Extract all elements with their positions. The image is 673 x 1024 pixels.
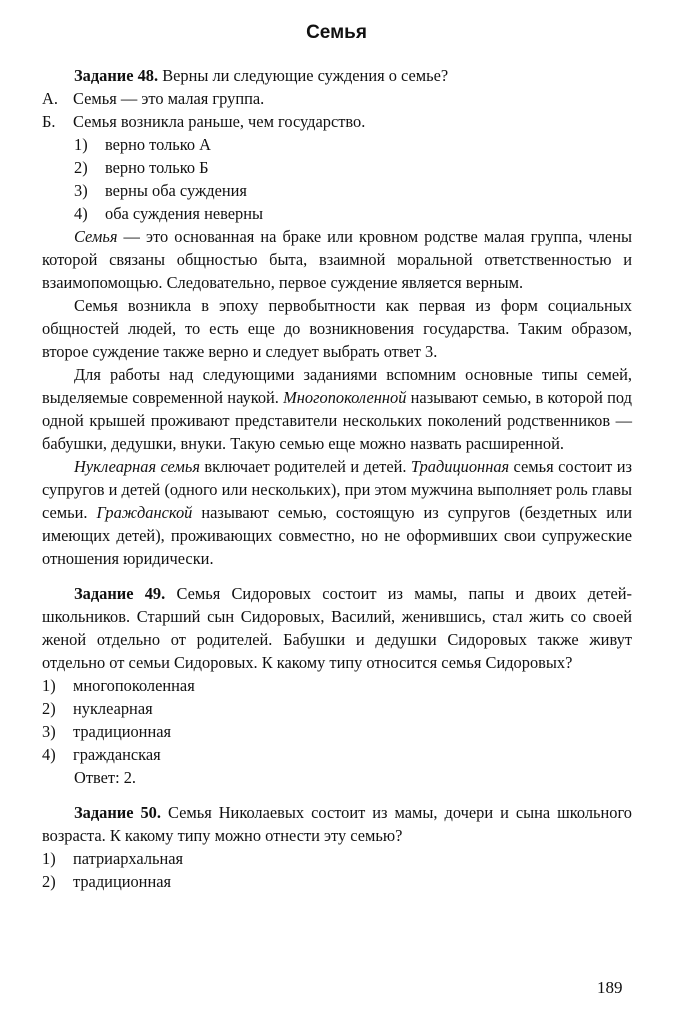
task-50-option-1 [42,847,632,870]
paragraph-text: семья состоит из супругов и детей (одного или нескольких), при этом мужчина выполняет роль главы семьи. [42,457,633,522]
paragraph-text: называют семью, состоящую из супругов (бездетных или имеющих детей), проживающих совместно, но не оформивших свои супружеские отношения юридически. [42,503,632,568]
task-50-label: Задание 50. [74,803,161,822]
page-content [42,64,632,893]
option-text: патриархальная [73,849,184,868]
task-49-question [42,582,632,674]
task-48-statement-b [42,110,632,133]
task-48-question [42,64,632,87]
task-48-paragraph-3 [42,363,632,455]
task-49-label: Задание 49. [74,584,166,603]
paragraph-text: Для работы над следующими заданиями вспомним основные типы семей, выделяемые современной наукой. [42,365,632,407]
option-number: 4) [42,745,56,764]
spacer [42,789,632,801]
option-text: нуклеарная [73,699,153,718]
term-nuclear: Нуклеарная семья [74,457,200,476]
task-49-option-2 [42,697,632,720]
option-text: оба суждения неверны [105,204,264,223]
task-49-answer: Ответ: 2. [74,768,137,787]
task-48-option-2 [42,156,632,179]
page-title: Семья [306,22,367,43]
task-48-paragraph-4 [42,455,632,570]
task-50-question-text: Семья Николаевых состоит из мамы, дочери и сына школьного возраста. К какому типу можно отнести эту семью? [42,803,632,845]
paragraph-text: — это основанная на браке или кровном родстве малая группа, члены которой связаны общностью быта, взаимной моральной ответственностью и взаимопомощью. Следовательно, первое суждение является верным. [42,227,632,292]
option-number: 4) [74,204,88,223]
term-civil: Гражданской [96,503,193,522]
option-text: верно только Б [105,158,209,177]
task-48-option-1 [42,133,632,156]
paragraph-text: называют семью, в которой под одной крышей проживают представители нескольких поколений родственников — бабушки, дедушки, внуки. Такую семью еще можно назвать расширенной. [42,388,632,453]
term-family: Семья [74,227,118,246]
term-traditional: Традиционная [410,457,510,476]
statement-letter: А. [42,89,58,108]
spacer [42,570,632,582]
task-49-option-4 [42,743,632,766]
option-number: 2) [42,872,56,891]
statement-text: Семья — это малая группа. [73,89,265,108]
task-48-option-4 [42,202,632,225]
option-number: 1) [42,676,56,695]
task-50-option-2 [42,870,632,893]
option-number: 3) [42,722,56,741]
option-text: традиционная [73,722,172,741]
term-multigenerational: Многопоколенной [283,388,407,407]
page-number: 189 [597,978,623,997]
task-48-paragraph-1 [42,225,632,294]
task-48-question-text: Верны ли следующие суждения о семье? [158,66,449,85]
option-text: традиционная [73,872,172,891]
task-49-option-1 [42,674,632,697]
option-text: верны оба суждения [105,181,247,200]
option-text: многопоколенная [73,676,195,695]
option-text: верно только А [105,135,212,154]
statement-letter: Б. [42,112,56,131]
task-49-option-3 [42,720,632,743]
option-number: 2) [42,699,56,718]
task-48-paragraph-2: Семья возникла в эпоху первобытности как первая из форм социальных общностей людей, то есть еще до возникновения государства. Таким образом, второе суждение также верно и следует выбрать ответ 3. [42,296,632,361]
task-50-question [42,801,632,847]
task-48-option-3 [42,179,632,202]
paragraph-text: включает родителей и детей. [199,457,411,476]
option-number: 3) [74,181,88,200]
option-number: 1) [42,849,56,868]
statement-text: Семья возникла раньше, чем государство. [73,112,366,131]
task-48-statement-a [42,87,632,110]
option-number: 1) [74,135,88,154]
task-49-question-text: Семья Сидоровых состоит из мамы, папы и двоих детей-школьников. Старший сын Сидоровых, Василий, женившись, стал жить со своей женой отдельно от родителей. Бабушки и дедушки Сидоровых также живут отдельно от семьи Сидоровых. К какому типу относится семья Сидоровых? [42,584,632,672]
option-text: гражданская [73,745,161,764]
task-48-label: Задание 48. [74,66,159,85]
option-number: 2) [74,158,88,177]
